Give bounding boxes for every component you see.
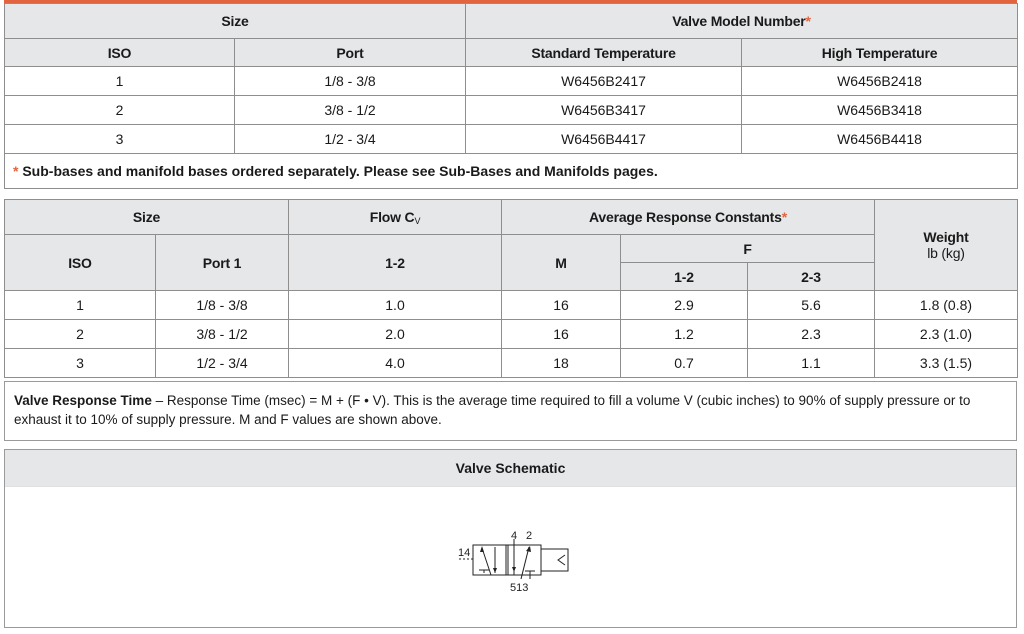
valve-model-group-header: Valve Model Number*	[466, 4, 1018, 39]
response-note-title: Valve Response Time	[14, 393, 152, 408]
col-header-high-temp: High Temperature	[742, 39, 1018, 67]
cell-f12: 0.7	[621, 349, 748, 378]
valve-schematic-panel	[4, 449, 1017, 628]
cell-cv: 1.0	[289, 291, 502, 320]
schematic-title: Valve Schematic	[5, 450, 1016, 487]
cell-weight: 1.8 (0.8)	[875, 291, 1018, 320]
cell-port: 3/8 - 1/2	[156, 320, 289, 349]
cell-f23: 5.6	[748, 291, 875, 320]
cell-high-model: W6456B4418	[742, 125, 1018, 154]
size-group-header: Size	[5, 200, 289, 235]
cell-f12: 2.9	[621, 291, 748, 320]
col-header-port: Port	[235, 39, 466, 67]
cell-m: 16	[502, 291, 621, 320]
port-label-14: 14	[458, 547, 471, 559]
port-label-513: 513	[510, 582, 529, 594]
cell-f23: 1.1	[748, 349, 875, 378]
cell-port: 1/8 - 3/8	[156, 291, 289, 320]
weight-header: Weight lb (kg)	[875, 200, 1018, 291]
cell-port: 1/8 - 3/8	[235, 67, 466, 96]
cell-port: 1/2 - 3/4	[235, 125, 466, 154]
cell-standard-model: W6456B3417	[466, 96, 742, 125]
cell-iso: 1	[5, 67, 235, 96]
col-header-port: Port 1	[156, 235, 289, 291]
col-header-m: M	[502, 235, 621, 291]
response-note-text: – Response Time (msec) = M + (F • V). This is the average time required to fill a volume V (cubic inches) to 90% of supply pressure or to exhaust it to 10% of supply pressure. M and F values are shown above.	[14, 393, 971, 427]
cell-high-model: W6456B2418	[742, 67, 1018, 96]
cell-m: 16	[502, 320, 621, 349]
flow-group-header: Flow $C_V$	[289, 200, 502, 235]
spec-table	[4, 199, 1018, 378]
cell-cv: 4.0	[289, 349, 502, 378]
cell-standard-model: W6456B4417	[466, 125, 742, 154]
footnote-text: Sub-bases and manifold bases ordered separately. Please see Sub-Bases and Manifolds pages.	[18, 163, 658, 179]
cell-f12: 1.2	[621, 320, 748, 349]
valve-model-table	[4, 3, 1018, 189]
cell-iso: 2	[5, 96, 235, 125]
cell-f23: 2.3	[748, 320, 875, 349]
table-row	[5, 67, 1018, 96]
cell-iso: 3	[5, 125, 235, 154]
cell-iso: 3	[5, 349, 156, 378]
col-header-standard-temp: Standard Temperature	[466, 39, 742, 67]
col-header-iso: ISO	[5, 235, 156, 291]
col-header-flow-12: 1-2	[289, 235, 502, 291]
col-header-f-12: 1-2	[621, 263, 748, 291]
cell-standard-model: W6456B2417	[466, 67, 742, 96]
table-row	[5, 291, 1018, 320]
cell-iso: 2	[5, 320, 156, 349]
port-label-2: 2	[526, 530, 533, 542]
table-row	[5, 125, 1018, 154]
cell-weight: 3.3 (1.5)	[875, 349, 1018, 378]
cell-m: 18	[502, 349, 621, 378]
col-header-f-23: 2-3	[748, 263, 875, 291]
cell-iso: 1	[5, 291, 156, 320]
response-time-note	[4, 381, 1017, 441]
cell-cv: 2.0	[289, 320, 502, 349]
size-group-header: Size	[5, 4, 466, 39]
cell-port: 3/8 - 1/2	[235, 96, 466, 125]
cell-high-model: W6456B3418	[742, 96, 1018, 125]
cell-weight: 2.3 (1.0)	[875, 320, 1018, 349]
col-header-f: F	[621, 235, 875, 263]
cell-port: 1/2 - 3/4	[156, 349, 289, 378]
table-row	[5, 320, 1018, 349]
response-group-header: Average Response Constants*	[502, 200, 875, 235]
table-row	[5, 349, 1018, 378]
table-row	[5, 96, 1018, 125]
footnote	[5, 154, 1018, 189]
valve-schematic-icon	[453, 525, 573, 595]
asterisk-marker: *	[805, 13, 811, 29]
asterisk-marker: *	[13, 163, 19, 179]
col-header-iso: ISO	[5, 39, 235, 67]
port-label-4: 4	[511, 530, 518, 542]
asterisk-marker: *	[781, 209, 787, 225]
